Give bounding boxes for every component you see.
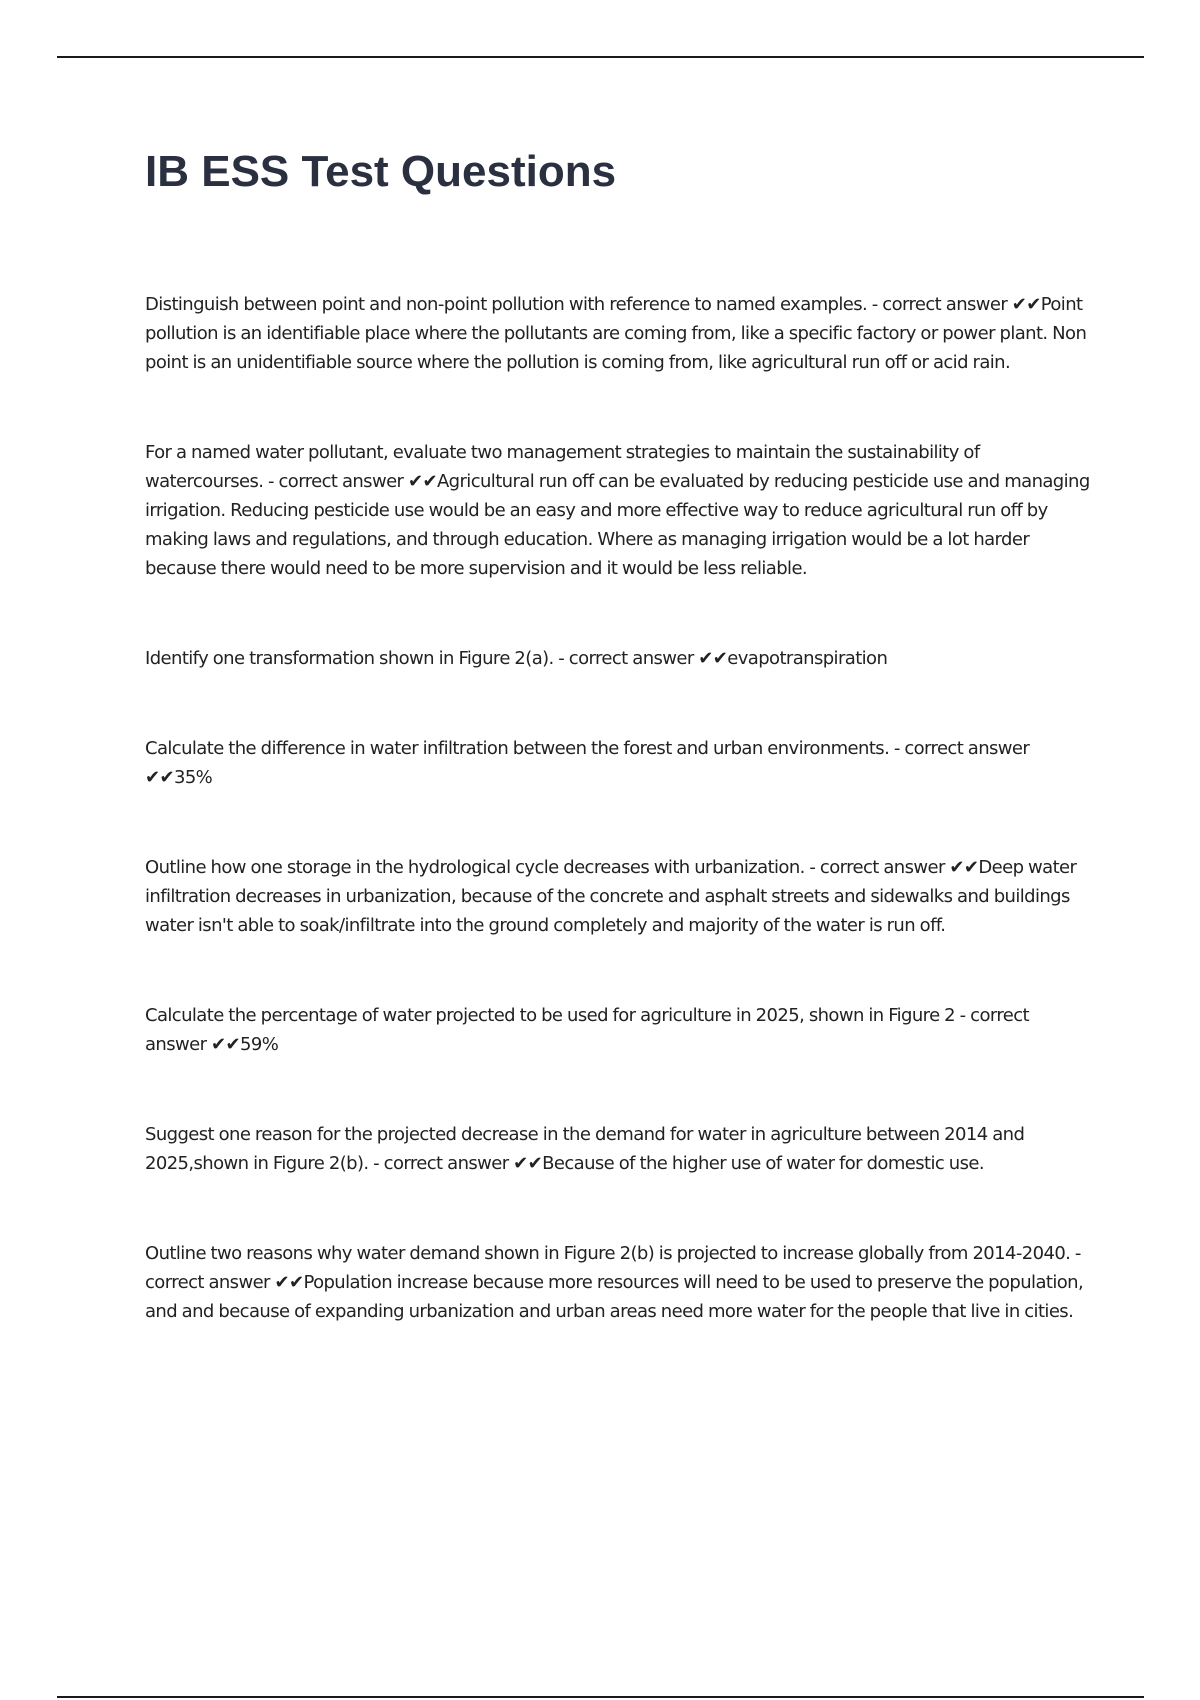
page-title: IB ESS Test Questions — [145, 147, 617, 196]
qa-item — [145, 644, 1090, 673]
answer-separator: - correct answer — [145, 1005, 1030, 1055]
qa-item — [145, 290, 1090, 377]
question-text: Calculate the percentage of water projected to be used for agriculture in 2025, shown in Figure 2 — [145, 1005, 956, 1026]
qa-list — [145, 290, 1090, 1387]
check-icon: ✔✔ — [1011, 294, 1041, 315]
check-icon: ✔✔ — [698, 648, 728, 669]
answer-text: evapotranspiration — [727, 648, 888, 669]
qa-item — [145, 1001, 1090, 1059]
question-text: Outline how one storage in the hydrological cycle decreases with urbanization. — [145, 857, 805, 878]
qa-item — [145, 438, 1090, 583]
answer-separator: - correct answer — [867, 294, 1012, 315]
check-icon: ✔✔ — [513, 1153, 543, 1174]
answer-text: Agricultural run off can be evaluated by reducing pesticide use and managing irrigation. Reducing pesticide use would be an easy and more effective way to reduce agricultural run off by making laws and regulations, and through education. Where as managing irrigation would be a lot harder because there would need to be more supervision and it would be less reliable. — [145, 471, 1090, 579]
question-text: Calculate the difference in water infiltration between the forest and urban environments. — [145, 738, 890, 759]
question-text: Identify one transformation shown in Figure 2(a). — [145, 648, 554, 669]
answer-text: Deep water infiltration decreases in urbanization, because of the concrete and asphalt streets and sidewalks and buildings water isn't able to soak/infiltrate into the ground completely and majority of the water is run off. — [145, 857, 1077, 936]
answer-text: 35% — [173, 767, 213, 788]
question-text: Outline two reasons why water demand shown in Figure 2(b) is projected to increase globally from 2014-2040. — [145, 1243, 1071, 1264]
qa-item — [145, 1239, 1090, 1326]
question-text: For a named water pollutant, evaluate two management strategies to maintain the sustainability of watercourses. — [145, 442, 980, 492]
top-divider — [57, 56, 1144, 58]
qa-item — [145, 1120, 1090, 1178]
answer-separator: - correct answer — [889, 738, 1030, 759]
check-icon: ✔✔ — [145, 767, 174, 788]
answer-separator: - correct answer — [553, 648, 699, 669]
question-text: Distinguish between point and non-point pollution with reference to named examples. — [145, 294, 868, 315]
check-icon: ✔✔ — [211, 1034, 241, 1055]
answer-text: Point pollution is an identifiable place where the pollutants are coming from, like a specific factory or power plant. Non point is an unidentifiable source where the pollution is coming from, like agricultural run off or acid rain. — [145, 294, 1087, 373]
answer-text: 59% — [240, 1034, 279, 1055]
qa-item — [145, 734, 1090, 792]
check-icon: ✔✔ — [407, 471, 437, 492]
bottom-divider — [57, 1696, 1144, 1698]
answer-text: Population increase because more resources will need to be used to preserve the population, and and because of expanding urbanization and urban areas need more water for the people that live in cities. — [145, 1272, 1084, 1322]
answer-text: Because of the higher use of water for domestic use. — [542, 1153, 984, 1174]
answer-separator: - correct answer — [263, 471, 408, 492]
qa-item — [145, 853, 1090, 940]
answer-separator: - correct answer — [145, 1243, 1081, 1293]
question-text: Suggest one reason for the projected decrease in the demand for water in agriculture between 2014 and 2025,shown in Figure 2(b). — [145, 1124, 1025, 1174]
check-icon: ✔✔ — [949, 857, 979, 878]
answer-separator: - correct answer — [804, 857, 950, 878]
check-icon: ✔✔ — [274, 1272, 304, 1293]
answer-separator: - correct answer — [368, 1153, 514, 1174]
